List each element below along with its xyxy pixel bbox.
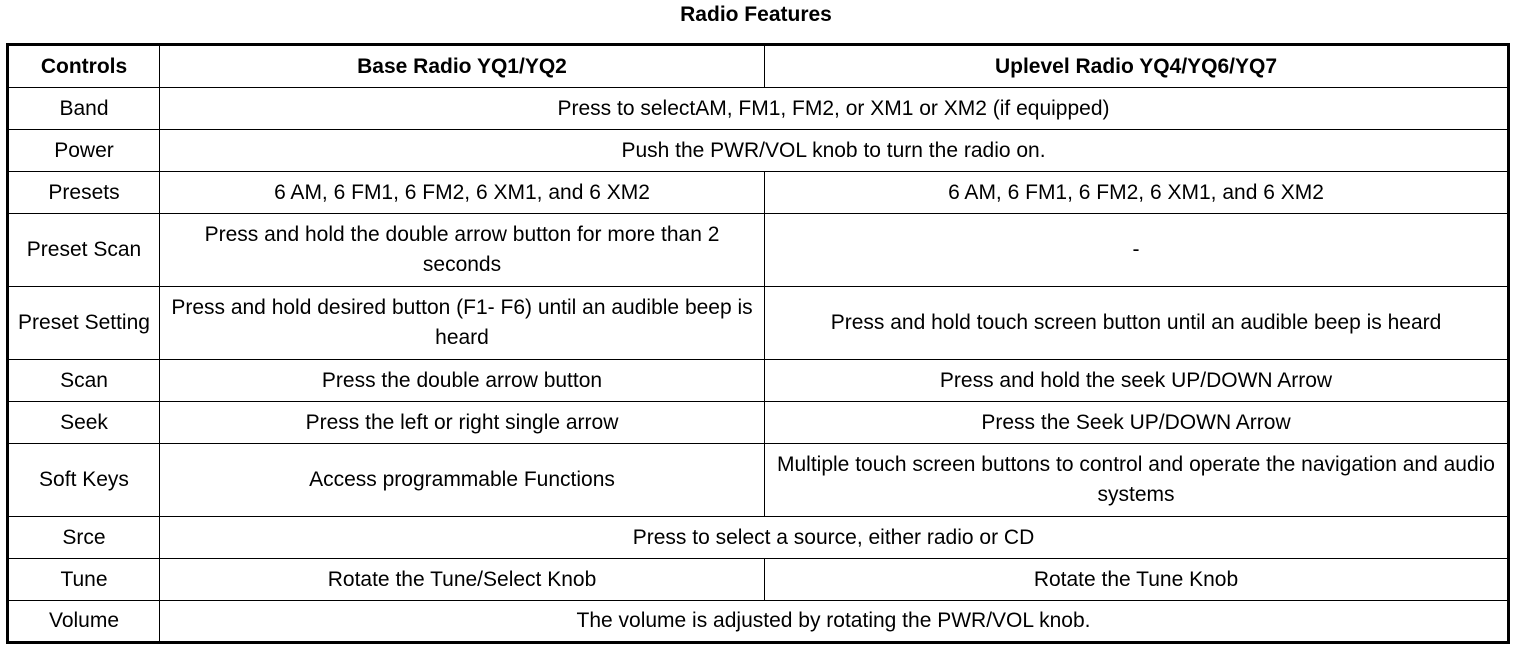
table-row-presets bbox=[8, 172, 1509, 214]
control-cell: Presets bbox=[8, 172, 160, 214]
base-cell: Press and hold the double arrow button for more than 2 seconds bbox=[160, 214, 765, 287]
control-cell: Band bbox=[8, 88, 160, 130]
table-row-seek bbox=[8, 402, 1509, 444]
base-cell: Press the left or right single arrow bbox=[160, 402, 765, 444]
table-row-preset-setting bbox=[8, 287, 1509, 360]
shared-cell: The volume is adjusted by rotating the PWR/VOL knob. bbox=[160, 601, 1509, 643]
uplevel-cell: Multiple touch screen buttons to control and operate the navigation and audio systems bbox=[765, 444, 1509, 517]
uplevel-cell: Rotate the Tune Knob bbox=[765, 559, 1509, 601]
uplevel-cell: - bbox=[765, 214, 1509, 287]
shared-cell: Press to selectAM, FM1, FM2, or XM1 or XM2 (if equipped) bbox=[160, 88, 1509, 130]
uplevel-cell: Press and hold touch screen button until an audible beep is heard bbox=[765, 287, 1509, 360]
table-row-power bbox=[8, 130, 1509, 172]
header-uplevel-radio: Uplevel Radio YQ4/YQ6/YQ7 bbox=[765, 45, 1509, 88]
table-header-row bbox=[8, 45, 1509, 88]
page-title: Radio Features bbox=[680, 3, 832, 26]
shared-cell: Push the PWR/VOL knob to turn the radio on. bbox=[160, 130, 1509, 172]
table-row-srce bbox=[8, 517, 1509, 559]
control-cell: Volume bbox=[8, 601, 160, 643]
base-cell: 6 AM, 6 FM1, 6 FM2, 6 XM1, and 6 XM2 bbox=[160, 172, 765, 214]
table-row-scan bbox=[8, 360, 1509, 402]
control-cell: Soft Keys bbox=[8, 444, 160, 517]
radio-features-table bbox=[6, 43, 1510, 644]
table-row-volume bbox=[8, 601, 1509, 643]
control-cell: Seek bbox=[8, 402, 160, 444]
shared-cell: Press to select a source, either radio or CD bbox=[160, 517, 1509, 559]
control-cell: Power bbox=[8, 130, 160, 172]
table-row-tune bbox=[8, 559, 1509, 601]
base-cell: Access programmable Functions bbox=[160, 444, 765, 517]
table-row-soft-keys bbox=[8, 444, 1509, 517]
uplevel-cell: Press the Seek UP/DOWN Arrow bbox=[765, 402, 1509, 444]
control-cell: Tune bbox=[8, 559, 160, 601]
control-cell: Scan bbox=[8, 360, 160, 402]
table-row-preset-scan bbox=[8, 214, 1509, 287]
base-cell: Press the double arrow button bbox=[160, 360, 765, 402]
control-cell: Srce bbox=[8, 517, 160, 559]
base-cell: Rotate the Tune/Select Knob bbox=[160, 559, 765, 601]
control-cell: Preset Setting bbox=[8, 287, 160, 360]
uplevel-cell: Press and hold the seek UP/DOWN Arrow bbox=[765, 360, 1509, 402]
uplevel-cell: 6 AM, 6 FM1, 6 FM2, 6 XM1, and 6 XM2 bbox=[765, 172, 1509, 214]
header-base-radio: Base Radio YQ1/YQ2 bbox=[160, 45, 765, 88]
table-row-band bbox=[8, 88, 1509, 130]
header-controls: Controls bbox=[8, 45, 160, 88]
control-cell: Preset Scan bbox=[8, 214, 160, 287]
base-cell: Press and hold desired button (F1- F6) until an audible beep is heard bbox=[160, 287, 765, 360]
